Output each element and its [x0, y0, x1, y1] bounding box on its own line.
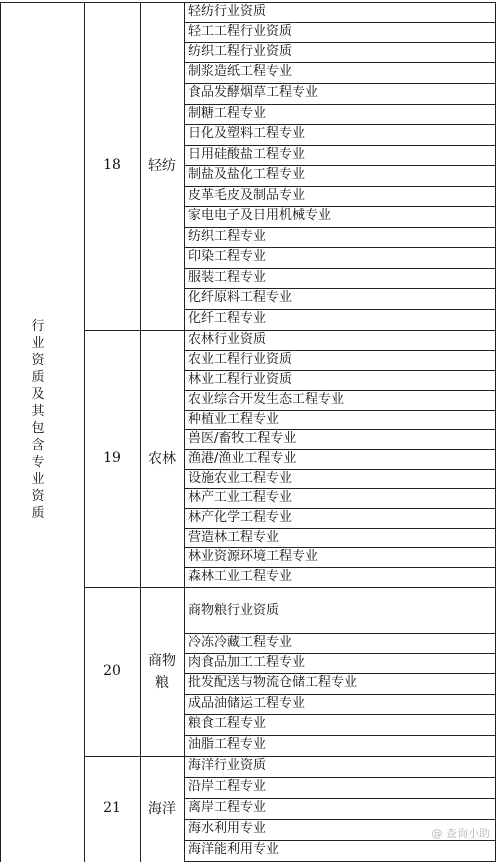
group-category: 农林	[148, 450, 176, 467]
list-item: 制糖工程专业	[188, 106, 267, 121]
column-divider	[184, 2, 185, 862]
list-item: 离岸工程专业	[188, 800, 267, 815]
group-category: 商物粮	[148, 652, 176, 691]
list-item: 林业工程行业资质	[188, 372, 293, 387]
list-item: 印染工程专业	[188, 249, 267, 264]
group-number: 19	[103, 449, 121, 466]
list-item: 冷冻冷藏工程专业	[188, 635, 293, 650]
row-divider	[184, 587, 496, 588]
list-item: 纺织工程行业资质	[188, 44, 293, 59]
list-item: 化纤工程专业	[188, 311, 267, 326]
group-number: 21	[103, 799, 121, 816]
group-divider	[84, 330, 184, 331]
list-item: 家电电子及日用机械专业	[188, 208, 332, 223]
group-number: 18	[103, 157, 121, 173]
group-category: 海洋	[148, 800, 176, 817]
list-item: 纺织工程专业	[188, 229, 267, 244]
top-border	[0, 2, 496, 3]
list-item: 林业资源环境工程专业	[188, 549, 319, 564]
list-item: 种植业工程专业	[188, 412, 280, 427]
list-item: 林产工业工程专业	[188, 490, 293, 505]
column-divider	[495, 2, 496, 862]
list-item: 粮食工程专业	[188, 716, 267, 731]
list-item: 日化及塑料工程专业	[188, 126, 306, 141]
column-divider	[84, 2, 85, 862]
list-item: 成品油储运工程专业	[188, 696, 306, 711]
list-item: 设施农业工程专业	[188, 471, 293, 486]
list-item: 海洋能利用专业	[188, 842, 280, 857]
list-item: 制盐及盐化工程专业	[188, 167, 306, 182]
list-item: 沿岸工程专业	[188, 779, 267, 794]
list-item: 食品发酵烟草工程专业	[188, 85, 319, 100]
group-divider	[84, 756, 184, 757]
left-border	[0, 2, 1, 862]
list-item: 轻纺行业资质	[188, 4, 267, 19]
list-item: 商物粮行业资质	[188, 603, 280, 618]
list-item: 化纤原料工程专业	[188, 290, 293, 305]
group-divider	[84, 587, 184, 588]
list-item: 肉食品加工工程专业	[188, 655, 306, 670]
list-item: 营造林工程专业	[188, 530, 280, 545]
list-item: 农业工程行业资质	[188, 352, 293, 367]
list-item: 森林工业工程专业	[188, 569, 293, 584]
list-item: 林产化学工程专业	[188, 510, 293, 525]
list-item: 海洋行业资质	[188, 758, 267, 773]
section-label: 行业资质及其包含专业资质	[31, 319, 45, 521]
list-item: 皮革毛皮及制品专业	[188, 188, 306, 203]
list-item: 批发配送与物流仓储工程专业	[188, 675, 358, 690]
list-item: 海水利用专业	[188, 821, 267, 836]
list-item: 兽医/畜牧工程专业	[188, 431, 297, 446]
group-category: 轻纺	[148, 158, 176, 174]
list-item: 油脂工程专业	[188, 737, 267, 752]
watermark: @ 查询小助	[431, 827, 490, 840]
list-item: 轻工工程行业资质	[188, 24, 293, 39]
list-item: 服装工程专业	[188, 270, 267, 285]
group-number: 20	[103, 662, 121, 679]
list-item: 农业综合开发生态工程专业	[188, 392, 345, 407]
list-item: 制浆造纸工程专业	[188, 64, 293, 79]
column-divider	[140, 2, 141, 862]
list-item: 渔港/渔业工程专业	[188, 451, 297, 466]
list-item: 日用硅酸盐工程专业	[188, 147, 306, 162]
list-item: 农林行业资质	[188, 332, 267, 347]
